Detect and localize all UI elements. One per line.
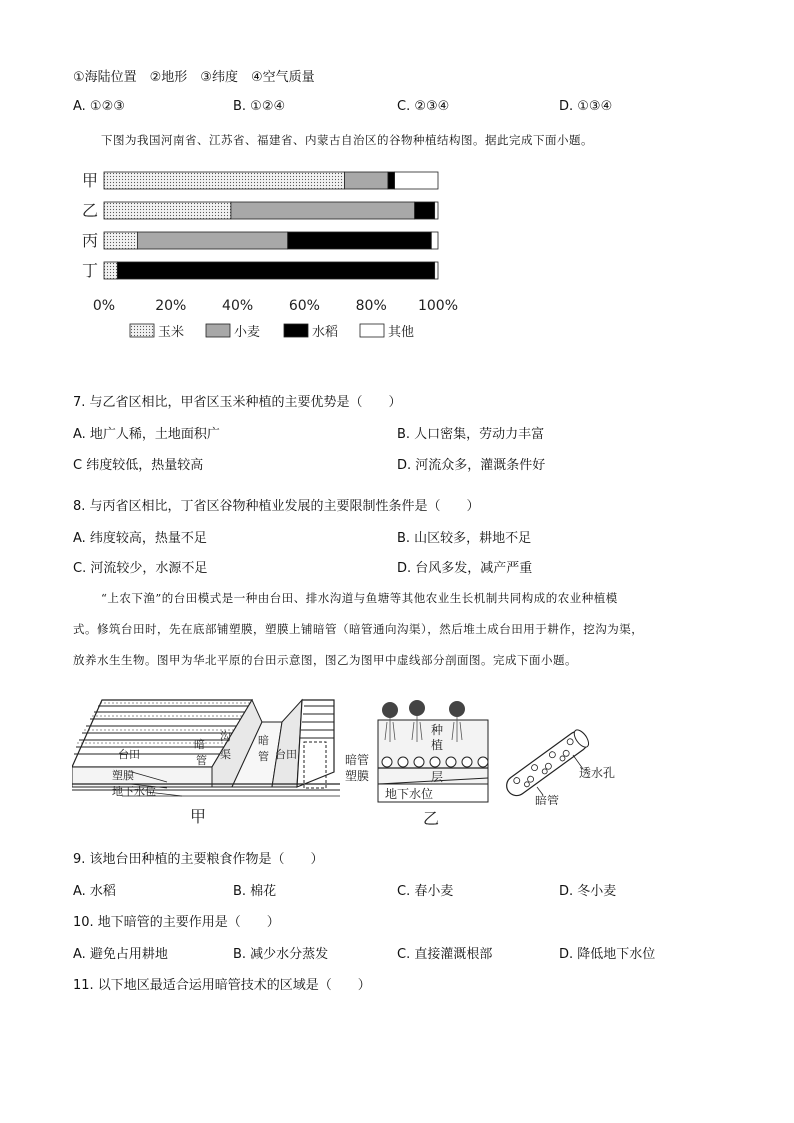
- caption-jia: 甲: [190, 807, 207, 826]
- bar-segment: [104, 172, 344, 189]
- label-an-guan-right-2: 管: [258, 750, 269, 763]
- label-zhi: 植: [431, 738, 444, 752]
- bar-segment: [344, 172, 387, 189]
- bar-segment: [137, 232, 287, 249]
- category-label: 丁: [82, 261, 99, 280]
- bar-segment: [231, 202, 415, 219]
- q9-option-c: C. 春小麦: [397, 884, 454, 899]
- category-label: 乙: [82, 201, 99, 220]
- legend-label: 玉米: [158, 325, 185, 340]
- bar-segment: [388, 172, 395, 189]
- legend-swatch: [284, 324, 308, 337]
- q9-option-b: B. 棉花: [233, 884, 277, 899]
- grain-structure-chart: [70, 160, 470, 350]
- drain-pipe-detail: [495, 725, 635, 805]
- label-an-guan-yi: 暗管: [345, 753, 370, 767]
- x-tick-label: 40%: [222, 298, 254, 314]
- label-an-guan-right-1: 暗: [258, 734, 269, 747]
- legend-label: 小麦: [234, 325, 261, 340]
- x-tick-label: 80%: [355, 298, 387, 314]
- question-10-stem: 10. 地下暗管的主要作用是（ ）: [73, 915, 280, 930]
- factor-list: ①海陆位置 ②地形 ③纬度 ④空气质量: [73, 70, 315, 85]
- q8-option-d: D. 台风多发，减产严重: [397, 561, 533, 576]
- question-7-stem: 7. 与乙省区相比，甲省区玉米种植的主要优势是（ ）: [73, 395, 402, 410]
- intro-text-2-line1: “上农下渔”的台田模式是一种由台田、排水沟道与鱼塘等其他农业生长机制共同构成的农业种植模: [101, 591, 618, 605]
- category-label: 甲: [82, 171, 99, 190]
- category-label: 丙: [82, 231, 99, 250]
- option-a: A. ①②③: [73, 99, 125, 114]
- question-9-stem: 9. 该地台田种植的主要粮食作物是（ ）: [73, 852, 324, 867]
- label-su-mo-yi: 塑膜: [345, 769, 370, 783]
- intro-text-1: 下图为我国河南省、江苏省、福建省、内蒙古自治区的谷物种植结构图。据此完成下面小题。: [101, 133, 593, 147]
- bar-segment: [288, 232, 432, 249]
- q10-option-b: B. 减少水分蒸发: [233, 947, 329, 962]
- label-zhong: 种: [431, 723, 444, 737]
- label-drain-pipe: 暗管: [535, 794, 560, 805]
- label-tai-tian-right: 台田: [275, 748, 297, 761]
- label-gou-qu-1: 沟: [220, 730, 231, 743]
- q7-option-a: A. 地广人稀，土地面积广: [73, 427, 220, 442]
- label-gou-qu-2: 渠: [220, 748, 231, 761]
- legend-label: 其他: [388, 325, 415, 340]
- option-c: C. ②③④: [397, 99, 450, 114]
- legend-swatch: [360, 324, 384, 337]
- option-d: D. ①③④: [559, 99, 613, 114]
- bar-segment: [415, 202, 435, 219]
- bar-segment: [104, 262, 117, 279]
- bar-segment: [395, 172, 438, 189]
- section-diagram-yi: [345, 692, 495, 832]
- bar-segment: [104, 202, 231, 219]
- label-groundwater-yi: 地下水位: [385, 787, 434, 801]
- q8-option-a: A. 纬度较高，热量不足: [73, 531, 207, 546]
- question-8-stem: 8. 与丙省区相比，丁省区谷物种植业发展的主要限制性条件是（ ）: [73, 499, 480, 514]
- legend-label: 水稻: [312, 325, 339, 340]
- q10-option-a: A. 避免占用耕地: [73, 947, 168, 962]
- q7-option-d: D. 河流众多，灌溉条件好: [397, 458, 546, 473]
- intro-text-2-line2: 式。修筑台田时，先在底部铺塑膜，塑膜上铺暗管（暗管通向沟渠），然后堆土成台田用于耕作，挖沟为渠，: [73, 622, 644, 636]
- bar-segment: [431, 232, 438, 249]
- x-tick-label: 60%: [288, 298, 320, 314]
- q9-option-a: A. 水稻: [73, 884, 116, 899]
- q7-option-b: B. 人口密集，劳动力丰富: [397, 427, 545, 442]
- bar-segment: [435, 202, 438, 219]
- label-an-guan-left-1: 暗: [194, 738, 205, 751]
- x-tick-label: 0%: [92, 298, 116, 314]
- label-tai-tian-left: 台田: [118, 748, 140, 761]
- legend-swatch: [130, 324, 154, 337]
- bar-segment: [435, 262, 438, 279]
- question-11-stem: 11. 以下地区最适合运用暗管技术的区域是（ ）: [73, 978, 371, 993]
- q9-option-d: D. 冬小麦: [559, 884, 617, 899]
- label-permeable-holes: 透水孔: [579, 766, 616, 780]
- label-su-mo: 塑膜: [112, 769, 134, 782]
- q8-option-c: C. 河流较少，水源不足: [73, 561, 208, 576]
- label-groundwater-jia: 地下水位: [112, 785, 156, 798]
- legend-swatch: [206, 324, 230, 337]
- x-tick-label: 100%: [417, 298, 459, 314]
- q10-option-c: C. 直接灌溉根部: [397, 947, 493, 962]
- tai-tian-diagram-jia: [72, 692, 342, 832]
- label-ceng: 层: [431, 770, 444, 784]
- bar-segment: [117, 262, 434, 279]
- label-an-guan-left-2: 管: [196, 754, 207, 767]
- intro-text-2-line3: 放养水生生物。图甲为华北平原的台田示意图，图乙为图甲中虚线部分剖面图。完成下面小题。: [73, 653, 577, 667]
- caption-yi: 乙: [423, 809, 440, 828]
- x-tick-label: 20%: [155, 298, 187, 314]
- q7-option-c: C 纬度较低，热量较高: [73, 458, 204, 473]
- q8-option-b: B. 山区较多，耕地不足: [397, 531, 532, 546]
- bar-segment: [104, 232, 137, 249]
- q10-option-d: D. 降低地下水位: [559, 947, 656, 962]
- option-b: B. ①②④: [233, 99, 286, 114]
